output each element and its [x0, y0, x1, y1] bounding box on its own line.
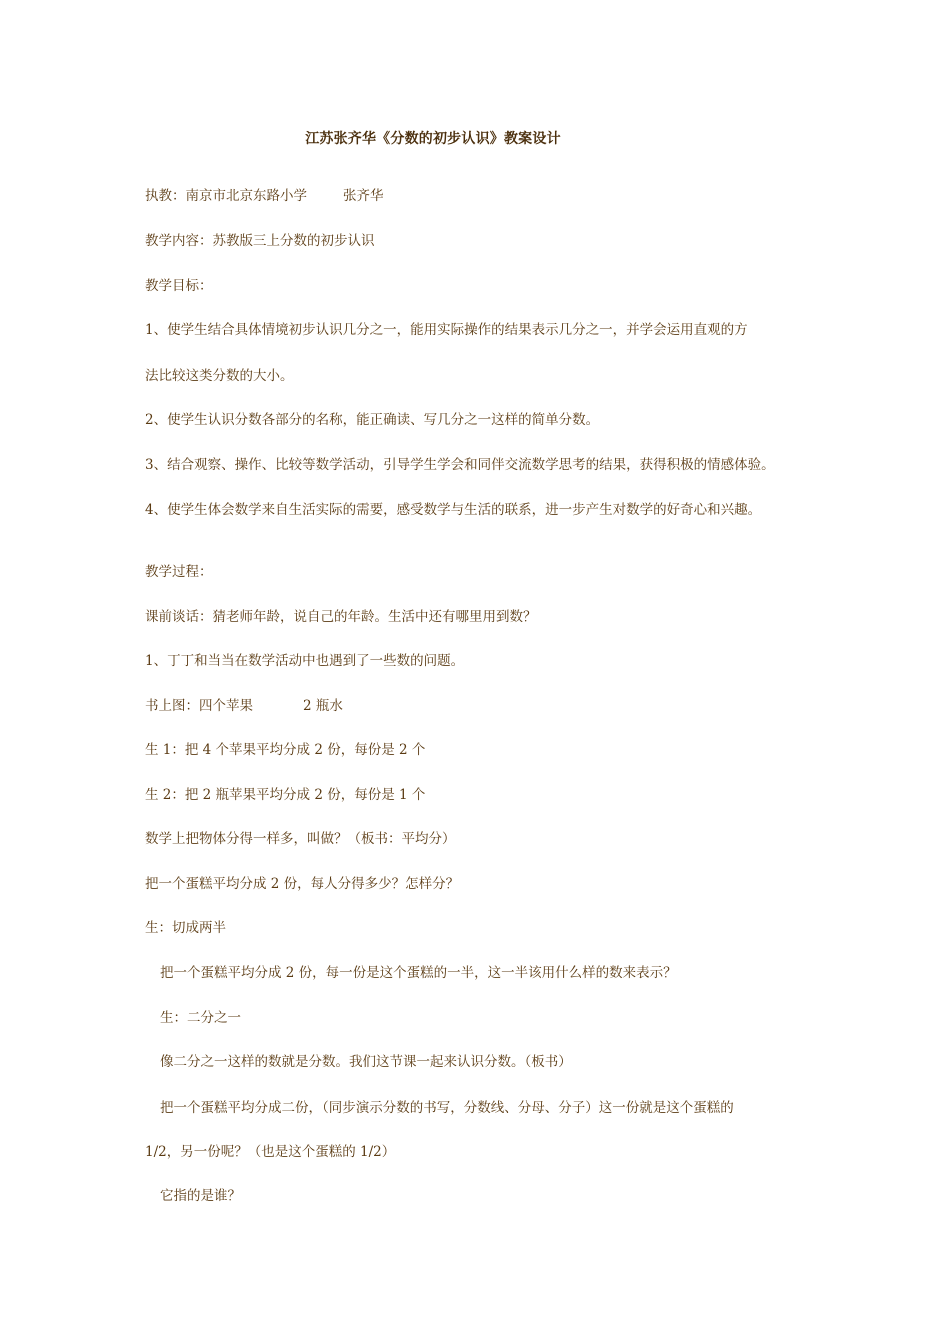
student-half-answer: 生：二分之一: [160, 1010, 241, 1026]
teacher-line: [145, 186, 384, 206]
content-line: 教学内容：苏教版三上分数的初步认识: [145, 233, 375, 249]
teacher-name: 张齐华: [343, 188, 384, 204]
demo-line-1: 把一个蛋糕平均分成二份，（同步演示分数的书写，分数线、分母、分子）这一份就是这个蛋糕的: [160, 1100, 734, 1116]
goal-1-line-1: 1、使学生结合具体情境初步认识几分之一，能用实际操作的结果表示几分之一，并学会运用直观的方: [145, 322, 748, 338]
half-question: 把一个蛋糕平均分成 2 份，每一份是这个蛋糕的一半，这一半该用什么样的数来表示？: [160, 965, 677, 981]
student-2-answer: 生 2：把 2 瓶苹果平均分成 2 份，每份是 1 个: [145, 787, 426, 803]
demo-line-2: 1/2，另一份呢？（也是这个蛋糕的 1/2）: [145, 1144, 396, 1160]
process-heading: 教学过程：: [145, 564, 213, 580]
fraction-introduction: 像二分之一这样的数就是分数。我们这节课一起来认识分数。（板书）: [160, 1054, 572, 1070]
goals-heading: 教学目标：: [145, 278, 213, 294]
goal-3: 3、结合观察、操作、比较等数学活动，引导学生学会和同伴交流数学思考的结果，获得积极的情感体验。: [145, 457, 775, 473]
book-picture-water: 2 瓶水: [303, 698, 343, 714]
goal-1-line-2: 法比较这类分数的大小。: [145, 368, 294, 384]
book-picture-line: [145, 696, 343, 716]
step-1: 1、丁丁和当当在数学活动中也遇到了一些数的问题。: [145, 653, 465, 669]
goal-2: 2、使学生认识分数各部分的名称，能正确读、写几分之一这样的简单分数。: [145, 412, 600, 428]
document-title: 江苏张齐华《分数的初步认识》教案设计: [305, 131, 561, 147]
cake-question: 把一个蛋糕平均分成 2 份，每人分得多少？怎样分？: [145, 876, 460, 892]
book-picture-apples: 书上图：四个苹果: [145, 698, 253, 714]
teacher-label: 执教：南京市北京东路小学: [145, 188, 307, 204]
pre-talk: 课前谈话：猜老师年龄，说自己的年龄。生活中还有哪里用到数？: [145, 609, 537, 625]
student-1-answer: 生 1：把 4 个苹果平均分成 2 份，每份是 2 个: [145, 742, 426, 758]
student-cut-answer: 生：切成两半: [145, 920, 226, 936]
who-question: 它指的是谁？: [160, 1188, 241, 1204]
math-term-question: 数学上把物体分得一样多，叫做？（板书：平均分）: [145, 831, 456, 847]
goal-4: 4、使学生体会数学来自生活实际的需要，感受数学与生活的联系，进一步产生对数学的好奇心和兴趣。: [145, 502, 762, 518]
